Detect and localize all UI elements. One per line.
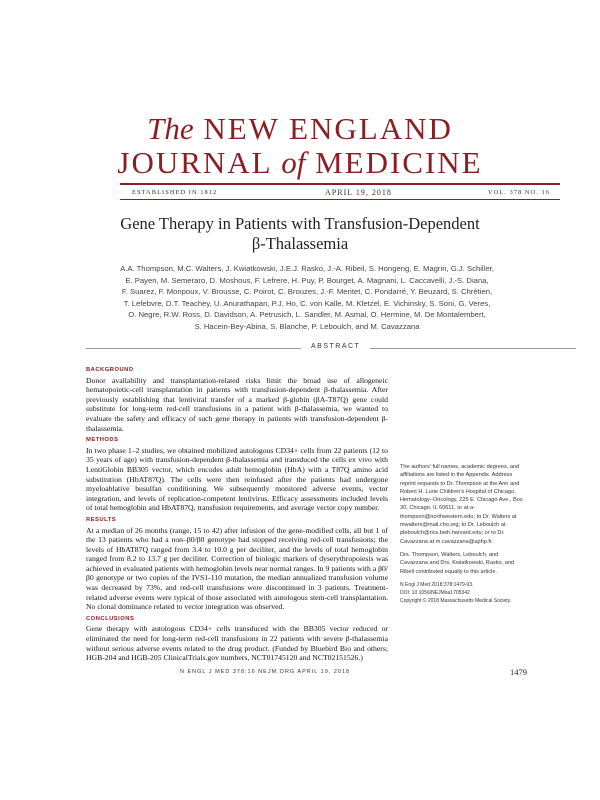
masthead-line-1 [60,112,540,146]
background-text: Donor availability and transplantation-related risks limit the broad use of allogeneic hematopoietic-cell transplantation in patients with transfusion-dependent β-thalassemia. After previously establishing that lentiviral transfer of a marked β-globin (βA-T87Q) gene could substitute for long-term red-cell transfusions in a patient with β-thalassemia, we wanted to evaluate the safety and efficacy of such gene therapy in patients with transfusion-dependent β-thalassemia. [86,375,388,433]
author-line: T. Lefebvre, D.T. Teachey, U. Anurathapan, P.J. Ho, C. von Kalle, M. Kletzel, E. Vichinsky, S. Soni, G. Veres, [123,298,491,308]
journal-masthead [60,112,540,180]
masthead-new-england: NEW ENGLAND [203,111,453,146]
article-sidebar [400,463,524,605]
masthead-rule-top [120,183,560,185]
masthead-rule-bottom [120,199,560,200]
author-list [72,263,542,333]
citation: N Engl J Med 2018;378:1479-93. [400,581,474,588]
volume-number: VOL. 378 NO. 16 [487,189,550,196]
conclusions-text: Gene therapy with autologous CD34+ cells transduced with the BB305 vector reduced or eliminated the need for long-term red-cell transfusions in 22 patients with severe β-thalassemia without serious adverse events related to the drug product. (Funded by Bluebird Bio and others; HGB-204 and HGB-205 ClinicalTrials.gov numbers, NCT01745120 and NCT02151526.) [86,624,388,663]
author-line: O. Negre, R.W. Ross, D. Davidson, A. Petrusich, L. Sandler, M. Asmal, O. Hermine, M. De Montalembert, [128,310,486,320]
issue-date: APRIL 19, 2018 [325,188,392,197]
doi: DOI: 10.1056/NEJMoa1705342 [400,589,470,596]
author-line: A.A. Thompson, M.C. Walters, J. Kwiatkowski, J.E.J. Rasko, J.-A. Ribeil, S. Hongeng, E. Magrin, G.J. Schiller, [120,264,494,273]
methods-text: In two phase 1–2 studies, we obtained mobilized autologous CD34+ cells from 22 patients (12 to 35 years of age) with transfusion-dependent β-thalassemia and transduced the cells ex vivo with LentiGlobin BB305 vector, which encodes adult hemoglobin (HbA) with a T87Q amino acid substitution (HbAT87Q). The cells were then reinfused after the patients had undergone myeloablative busulfan conditioning. We subsequently monitored adverse events, vector integration, and levels of replication-competent lentivirus. Efficacy assessments included levels of total hemoglobin and HbAT87Q, transfusion requirements, and average vector copy number. [86,445,388,513]
masthead-medicine: MEDICINE [315,145,483,180]
masthead-the: The [147,111,194,146]
dateline [120,187,560,198]
article-title-line-2: β-Thalassemia [251,234,349,253]
contribution-note: Drs. Thompson, Walters, Leboulch, and Cavazzana and Drs. Kwiatkowski, Rasko, and Ribeil contributed equally to this article. [400,551,515,575]
masthead-of: of [281,145,306,180]
article-title-line-1: Gene Therapy in Patients with Transfusion-Dependent [120,214,480,233]
abstract-header [86,343,576,355]
author-line: E. Payen, M. Semeraro, D. Moshous, F. Lefrere, H. Puy, P. Bourget, A. Magnani, L. Caccavelli, J.-S. Diana, [125,275,489,285]
copyright: Copyright © 2018 Massachusetts Medical Society. [400,597,512,604]
results-heading: RESULTS [86,516,117,523]
running-footer: N ENGL J MED 378;16 NEJM.ORG APRIL 19, 2018 [180,669,351,675]
correspondence-note: The authors' full names, academic degrees, and affiliations are listed in the Appendix. Address reprint requests to Dr. Thompson at the Ann and Robert H. Lurie Children's Hospital of Chicago, Hematology–Oncology, 225 E. Chicago Ave., Box 30, Chicago, IL 60611, or at a-thompson@northwestern.edu; to Dr. Walters at mwalters@mail.cho.org; to Dr. Leboulch at pleboulch@rics.bwh.harvard.edu; or to Dr. Cavazzana at m.cavazzana@aphp.fr. [400,464,523,545]
page-number: 1479 [510,667,527,677]
conclusions-heading: CONCLUSIONS [86,615,135,622]
masthead-journal: JOURNAL [117,145,272,180]
established-label: ESTABLISHED IN 1812 [132,189,218,196]
results-text: At a median of 26 months (range, 15 to 42) after infusion of the gene-modified cells, all but 1 of the 13 patients who had a non–β0/β0 genotype had stopped receiving red-cell transfusions; the levels of HbAT87Q ranged from 3.4 to 10.0 g per deciliter, and the levels of total hemoglobin ranged from 8.2 to 13.7 g per deciliter. Correction of biologic markers of dyserythropoiesis was achieved in evaluated patients with hemoglobin levels near normal ranges. In 9 patients with a β0/β0 genotype or two copies of the IVS1-110 mutation, the median annualized transfusion volume was decreased by 73%, and red-cell transfusions were discontinued in 3 patients. Treatment-related adverse events were typical of those associated with autologous stem-cell transplantation. No clonal dominance related to vector integration was observed. [86,525,388,612]
page-footer [0,669,600,681]
masthead-line-2 [60,146,540,180]
abstract-body [86,363,388,664]
abstract-heading: ABSTRACT [301,343,370,350]
background-heading: BACKGROUND [86,367,134,373]
author-line: S. Hacein-Bey-Abina, S. Blanche, P. Leboulch, and M. Cavazzana [194,321,420,331]
author-line: F. Suarez, F. Monpoux, V. Brousse, C. Poirot, C. Brouzes, J.-F. Meritet, C. Pondarré, Y. Beuzard, S. Chrétien, [121,287,493,297]
methods-heading: METHODS [86,437,119,444]
article-title [60,214,540,254]
